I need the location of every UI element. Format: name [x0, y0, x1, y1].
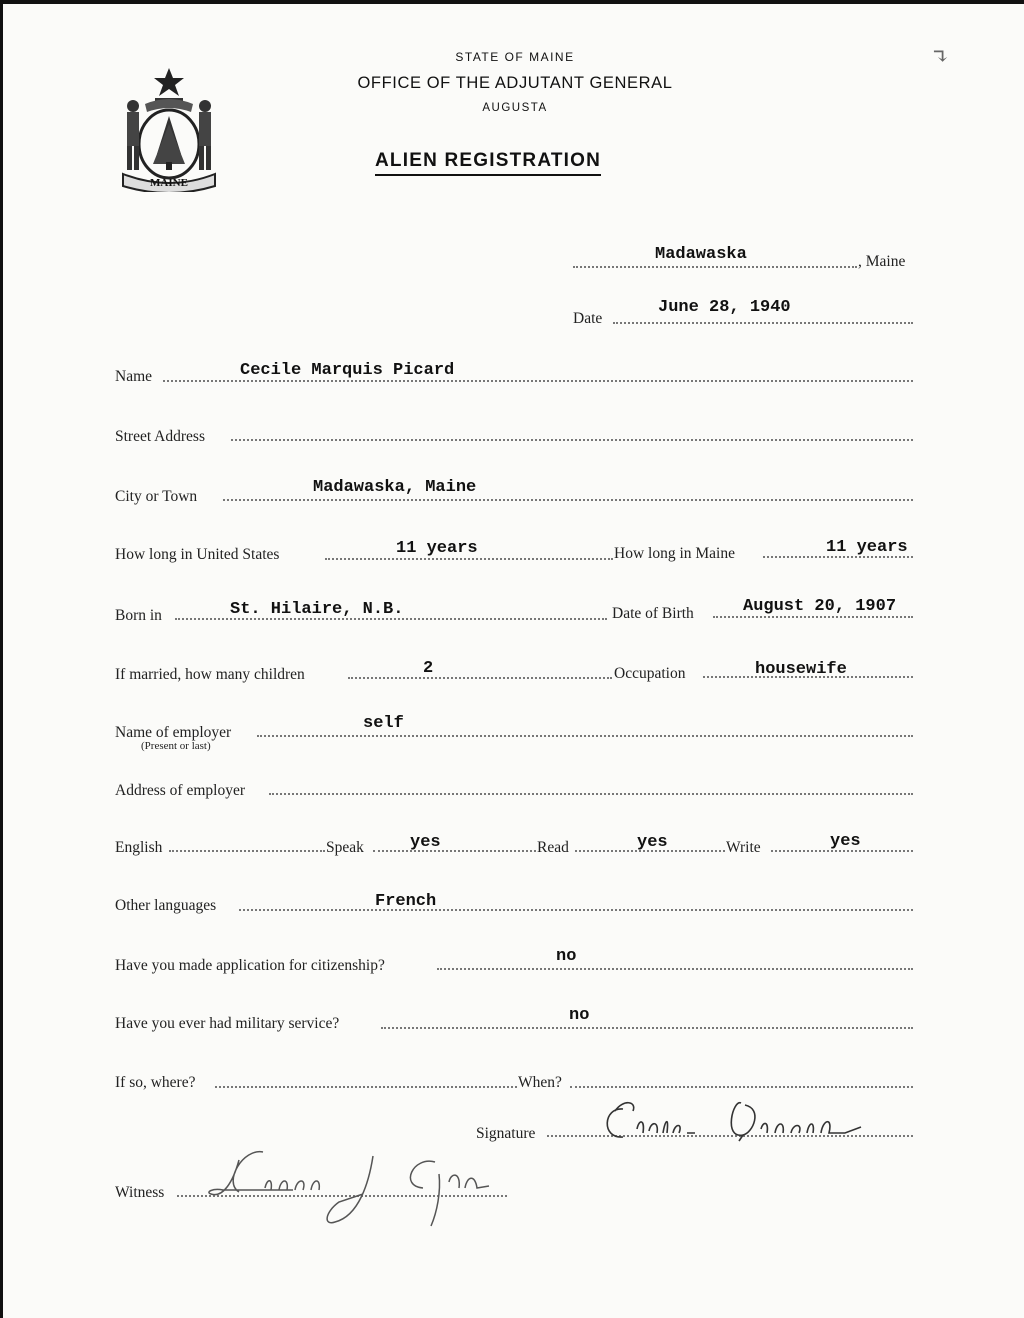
employer-sublabel: (Present or last)	[141, 740, 211, 752]
birth-date-label: Date of Birth	[612, 605, 694, 622]
english-label: English	[115, 839, 163, 856]
employer-line	[257, 735, 913, 737]
us-duration-value: 11 years	[396, 539, 478, 558]
name-value: Cecile Marquis Picard	[240, 361, 455, 380]
other-languages-value: French	[375, 892, 437, 911]
speak-line	[373, 850, 536, 852]
pencil-check-mark: ↴	[931, 44, 950, 69]
street-address-label: Street Address	[115, 428, 205, 445]
write-value: yes	[830, 832, 861, 851]
english-line	[169, 850, 325, 852]
signature-label: Signature	[476, 1125, 536, 1142]
us-duration-label: How long in United States	[115, 546, 280, 563]
maine-seal-icon	[115, 66, 223, 192]
born-in-label: Born in	[115, 607, 162, 624]
city-line	[223, 499, 913, 501]
applicant-signature	[593, 1089, 883, 1149]
where-line	[215, 1086, 517, 1088]
occupation-label: Occupation	[614, 665, 686, 682]
birth-date-line	[713, 616, 913, 618]
place-value: Madawaska	[655, 245, 747, 264]
street-address-line	[231, 439, 913, 441]
header-city: AUGUSTA	[482, 102, 548, 114]
born-in-value: St. Hilaire, N.B.	[230, 600, 404, 619]
other-languages-line	[239, 909, 913, 911]
name-label: Name	[115, 368, 153, 385]
maine-duration-value: 11 years	[826, 538, 908, 557]
citizenship-line	[437, 968, 913, 970]
when-label: When?	[518, 1074, 562, 1091]
header-state: STATE OF MAINE	[455, 50, 575, 64]
write-label: Write	[726, 839, 761, 856]
speak-label: Speak	[326, 839, 364, 856]
children-line	[348, 677, 612, 679]
citizenship-value: no	[556, 947, 577, 966]
read-label: Read	[537, 839, 569, 856]
citizenship-label: Have you made application for citizenship?	[115, 957, 385, 974]
date-value: June 28, 1940	[658, 298, 791, 317]
place-suffix: , Maine	[858, 253, 906, 270]
form-title: ALIEN REGISTRATION	[375, 150, 601, 176]
city-label: City or Town	[115, 488, 198, 505]
place-line	[573, 266, 857, 268]
witness-label: Witness	[115, 1184, 165, 1201]
applicant-signature-text: Cecile Picard	[593, 1089, 599, 1090]
header-office: OFFICE OF THE ADJUTANT GENERAL	[357, 74, 673, 92]
seal-banner-text: MAINE	[150, 177, 188, 189]
employer-address-line	[269, 793, 913, 795]
when-line	[570, 1086, 913, 1088]
name-line	[163, 380, 913, 382]
occupation-value: housewife	[755, 660, 847, 679]
employer-address-label: Address of employer	[115, 782, 245, 799]
date-label: Date	[573, 310, 603, 327]
military-line	[381, 1027, 913, 1029]
children-label: If married, how many children	[115, 666, 305, 683]
speak-value: yes	[410, 833, 441, 852]
witness-signature	[203, 1142, 493, 1232]
children-value: 2	[423, 659, 434, 678]
employer-value: self	[363, 714, 404, 733]
military-value: no	[569, 1006, 590, 1025]
other-languages-label: Other languages	[115, 897, 217, 914]
us-duration-line	[325, 558, 613, 560]
read-value: yes	[637, 833, 668, 852]
employer-label: Name of employer	[115, 724, 232, 741]
where-label: If so, where?	[115, 1074, 196, 1091]
date-line	[613, 322, 913, 324]
city-value: Madawaska, Maine	[313, 478, 477, 497]
witness-signature-text: Irene J. Cyr	[203, 1142, 208, 1143]
birth-date-value: August 20, 1907	[743, 597, 897, 616]
maine-duration-label: How long in Maine	[614, 545, 735, 562]
military-label: Have you ever had military service?	[115, 1015, 340, 1032]
